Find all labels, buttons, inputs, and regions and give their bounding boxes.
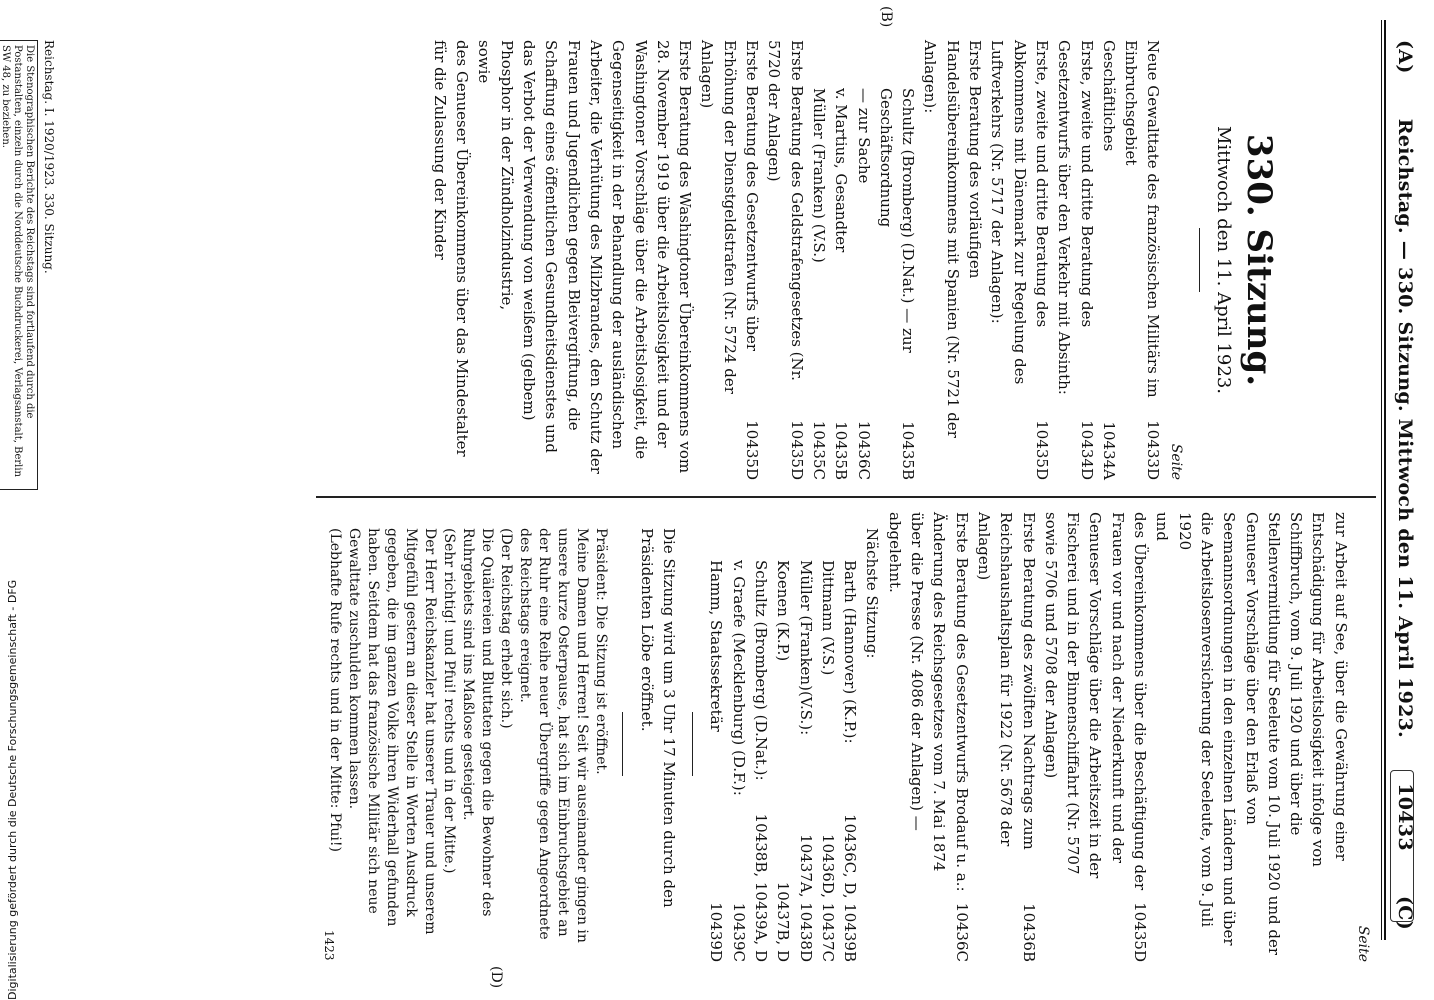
speaker-entry [839,512,861,962]
speaker-entry-text: v. Graefe (Mecklenburg) (D.F.): [729,560,748,796]
distribution-note: Die Stenographischen Berichte des Reichstags sind fortlaufend durch die Postanstalten, einzeln durch die Norddeutsche Buchdruckerei, Verlagsanstalt, Berlin SW 48, zu beziehen. [0,40,38,490]
speaker-entry [808,40,830,480]
toc-entry-page: 10434D [1077,420,1096,480]
speaker-entry-text: Koenen (K.P.) [774,560,793,662]
speaker-entry [750,512,772,962]
speaker-list [705,512,861,962]
speech-text [326,512,611,962]
header-rule-thin [1381,20,1382,940]
toc-entry [986,40,1053,480]
toc-entry [763,40,808,480]
toc-entry-page: 10435D [1032,420,1051,480]
margin-letter-b: (B) [878,6,894,28]
toc-entry-page: 10435D [1131,902,1150,962]
toc-entry-text: Erste Beratung des Washingtoner Übereinkommens vom 28. November 1919 über die Arbeitslosigkeit und der Washingtoner Vorschläge über die Arbeitslosigkeit, die Gegenseitigkeit in der Behandlung der ausländischen Arbeiter, die Verhütung des Milzbrandes, den Schutz der Frauen und Jugendlichen gegen Bleivergiftung, die Schaffung eines öffentlichen Gesundheitsdienstes und das Verbot der Verwendung von weißem (gelbem) Phosphor in der Zündholzindustrie, [497,40,695,474]
toc-list-continued [429,40,808,480]
speaker-entry-page: 10435C [809,420,828,480]
page-footer-number: 1423 [322,930,336,961]
speech-paragraph: (Lebhafte Rufe rechts und in der Mitte: Pfui!) [327,528,344,852]
title-rule [1199,228,1200,292]
dfg-credit: Digitalisierung gefördert durch die Deutsche Forschungsgemeinschaft - DFG [6,579,19,1000]
speech-paragraph: Der Herr Reichskanzler hat unserer Trauer und unserem Mitgefühl gestern an dieser Stelle in Worten Ausdruck gegeben, die im ganzen Volke ihren Widerhall gefunden haben. Seitdem hat das französische Militär sich neue Gewalttate zuschulden kommen lassen. [346,528,439,935]
margin-letter-c: (C) [1394,895,1416,930]
session-title: 330. Sitzung. [1239,133,1279,387]
toc-entry [883,512,972,962]
toc-entry-text: des Übereinkommens über die Beschäftigung der Frauen vor und nach der Niederkunft und der Genueser Vorschläge über die Arbeitszeit in der Fischerei und in der Binnenschiffahrt (Nr. 5707 sowie 5706 und 5708 der Anlagen) [1041,512,1150,891]
toc-entry-text: Erste Beratung des vorläufigen Handelsübereinkommens mit Spanien (Nr. 5721 der Anlagen): [921,40,985,438]
speech-paragraph: (Der Reichstag erhebt sich.) [498,528,515,729]
toc-entry [496,40,697,480]
speaker-entry-page: 10435B [899,421,918,480]
toc-entry [1173,512,1351,962]
speaker-entry [817,512,839,962]
seite-label-right: Seite [1355,925,1371,962]
toc-list-right [883,512,1351,962]
speaker-entry-text: — zur Sache [854,88,873,184]
toc-entry-page: 10434A [1099,421,1118,480]
speaker-entry-page: 10435B [832,421,851,480]
toc-entry-page: 10433D [1144,420,1163,480]
toc-entry [1053,40,1098,480]
toc-entry-text: Erste, zweite und dritte Beratung des Abkommens mit Dänemark zur Regelung des Luftverkehrs (Nr. 5717 der Anlagen): [988,40,1051,385]
margin-letter-a: (A) [1394,40,1416,74]
speaker-entry-text: Hamm, Staatssekretär [707,560,726,732]
speaker-entry-page: 10439C [729,902,748,962]
column-divider [316,496,1376,498]
footer-line: Reichstag. I. 1920/1923. 330. Sitzung. [42,40,56,274]
toc-entry-page: 10435D [787,420,806,480]
margin-letter-d: (D) [488,966,504,989]
toc-entry-text: des Genueser Übereinkommens über das Mindestalter für die Zulassung der Kinder [430,40,472,457]
toc-entry-text: Neue Gewalttate des französischen Militärs im Einbruchsgebiet [1122,40,1163,398]
section-rule [692,712,693,776]
left-column [429,40,1374,480]
speaker-entry-page: 10437B, D [774,881,793,962]
header-title: Reichstag. — 330. Sitzung. Mittwoch den 11. April 1923. [1394,118,1416,739]
section-rule-2 [623,712,624,776]
toc-entry [1040,512,1151,962]
speaker-entry-page: 10436C, D, 10439B [841,814,860,962]
toc-entry-text: und [1153,512,1172,541]
toc-entry [696,40,763,480]
speech-paragraph: (Sehr richtig! und Pfui! rechts und in der Mitte.) [441,528,458,874]
speaker-entry-text: Dittmann (V.S.) [818,560,837,676]
page-stamp-box [1390,770,1414,922]
speaker-entry [875,40,920,480]
toc-entry [473,40,495,480]
toc-entry-text: Geschäftliches [1099,40,1118,152]
opening-line: Die Sitzung wird um 3 Uhr 17 Minuten durch den Präsidenten Löbe eröffnet. [637,528,679,908]
speech-paragraph: Meine Damen und Herren! Seit wir auseinander gingen in unsere kurze Osterpause, hat sich im Einbruchsgebiet an der Ruhr eine Reihe neuer Übergriffe gegen Angeordnete des Reichstags ereignet. [517,528,591,943]
speaker-entry-page: 10437A, 10438D [796,834,815,962]
toc-entry-text: Erste, zweite und dritte Beratung des Gesetzentwurfs über den Verkehr mit Absinth: [1055,40,1096,395]
seite-label: Seite [1167,443,1184,480]
speaker-entry-text: Schultz (Bromberg) (D.Nat.): [751,560,770,781]
speaker-entry [852,40,874,480]
speaker-entry [830,40,852,480]
speaker-entry-page: 10439D [707,902,726,962]
toc-entry [1151,512,1173,962]
toc-entry-text: zur Arbeit auf See, über die Gewährung einer Entschädigung für Arbeitslosigkeit infolge von Schiffbruch, vom 9. Juli 1920 und über die Stellenvermittlung für Seeleute vom 10. Juli 1920 und der Genueser Vorschläge über den Erlaß von Seemannsordnungen in den einzelnen Ländern und über die Arbeitslosenversicherung der Seeleute, vom 9. Juli 1920 [1175,512,1350,956]
toc-entry-text: Erste Beratung des Geldstrafengesetzes (Nr. 5720 der Anlagen) [765,40,806,381]
toc-entry [919,40,986,480]
toc-entry-text: Erste Beratung des Gesetzentwurfs über Erhöhung der Dienstgeldstrafen (Nr. 5724 der Anlagen) [698,40,762,394]
speaker-entry-page: 10436C [854,420,873,480]
toc-list [919,40,1164,480]
speaker-entry-text: Schultz (Bromberg) (D.Nat.) — zur Geschäftsordnung [876,88,918,353]
speaker-entry-text: Müller (Franken)(V.S.): [796,560,815,736]
speaker-entry [772,512,794,962]
speaker-entry [705,512,727,962]
toc-entry-page: 10436B [1019,903,1038,962]
toc-entry [1120,40,1165,480]
next-session-label: Nächste Sitzung: [863,528,882,659]
toc-entry-text: Erste Beratung des Gesetzentwurfs Brodauf u. a.: Änderung des Reichsgesetzes vom 7. Mai 1874 über die Presse (Nr. 4086 der Anlagen) — abgelehnt. [885,512,971,892]
session-date: Mittwoch den 11. April 1923. [1213,125,1234,395]
speaker-entry [727,512,749,962]
speaker-entry-text: v. Martius, Gesandter [832,88,851,253]
right-column [326,512,1375,962]
header-rule [1384,20,1386,940]
speaker-entry-text: Müller (Franken) (V.S.) [809,88,828,263]
speech-paragraph: Die Quälereien und Bluttaten gegen die Bewohner des Ruhrgebiets sind ins Maßlose gesteigert. [460,528,496,917]
speaker-entry-page: 10438B, 10439A, D [751,813,770,962]
speaker-entry-page: 10436D, 10437C [818,834,837,962]
toc-entry-page: 10436C [952,902,971,962]
toc-entry-page: 10435D [743,420,762,480]
speech-paragraph: Präsident: Die Sitzung ist eröffnet. [593,528,610,775]
page-number: 10433 [1394,783,1416,851]
speaker-entry [794,512,816,962]
toc-entry-text: Erste Beratung des zwölften Nachtrags zum Reichshaushaltsplan für 1922 (Nr. 5678 der Anlagen) [974,512,1038,850]
speaker-sublist [808,40,919,480]
toc-entry-text: sowie [475,40,494,84]
toc-entry [429,40,474,480]
toc-entry [1098,40,1120,480]
toc-entry [973,512,1040,962]
speaker-entry-text: Barth (Hannover) (K.P.): [841,560,860,744]
